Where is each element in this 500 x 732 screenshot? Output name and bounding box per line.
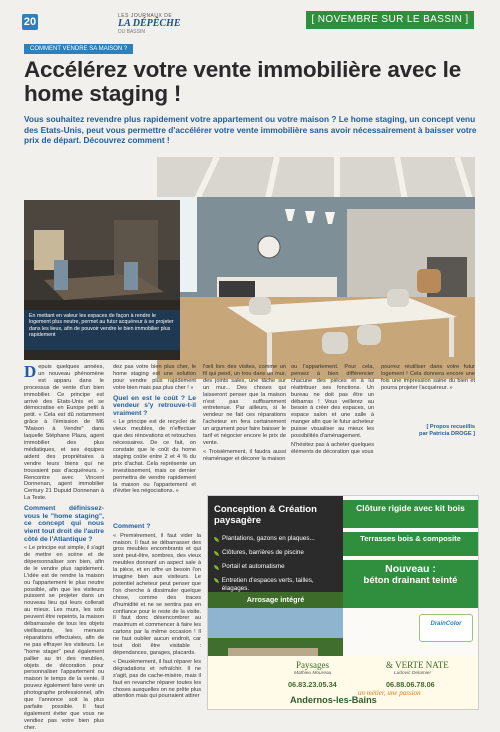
logo-top-text: LES JOURNAUX DE — [118, 13, 173, 19]
ad-brand-2: & VERTE NATE — [386, 660, 449, 670]
paragraph: « Le principe est de recycler de vieux meubles, de n'effectuer que des rénovations et retouches nécessaires. De ce fait, on constate que le coût du home staging coûte entre 2 et 4 % du prix d'achat. Cela représente un investissement, mais ce dernier permettra de vendre rapidement la maison ou l'appartement et d'éviter les négociations. » — [113, 419, 196, 495]
credit-name: par Patricia DROGE ] — [419, 431, 475, 437]
paragraph: l'œil lors des visites, comme un fil qui pend, un trou dans un mur, des joints sales, une tâche sur un mur... Des choses qui laisseront penser que la maison n'est pas suffisamment entretenue. Par ailleurs, si le vendeur ne fait ces réparations l'acheteur en fera certainement un argument pour faire baisser le tarif et négocier encore le prix de vente. — [203, 364, 286, 446]
article-tag: COMMENT VENDRE SA MAISON ? — [24, 44, 133, 54]
ad-person-2: Ludovic Delamier — [394, 671, 432, 676]
ad-new-product-box — [343, 560, 478, 608]
credit-label: [ Propos recueillis — [426, 424, 475, 430]
article-column-5 — [381, 364, 475, 420]
ad-phone-2: 06.88.06.78.06 — [386, 680, 435, 689]
article-title: Accélérez votre vente immobilière avec le home staging ! — [24, 57, 462, 106]
landscaping-advertisement — [207, 495, 479, 710]
ad-person-1: Mathieu Moureau — [294, 671, 332, 676]
page-number: 20 — [23, 16, 37, 28]
ad-service-item: Portail et automatisme — [214, 560, 338, 574]
ad-fence-box: Clôture rigide avec kit bois — [343, 500, 478, 528]
article-column-2-bottom — [113, 520, 201, 715]
section-banner: [ NOVEMBRE SUR LE BASSIN ] — [306, 11, 474, 29]
leaf-icon — [214, 551, 219, 556]
ad-irrigation-banner: Arrosage intégré — [208, 592, 343, 608]
ad-brand-1: Paysages — [296, 660, 329, 670]
article-lead: Vous souhaitez revendre plus rapidement votre appartement ou votre maison ? Le home staging, un concept venu des Etats-Unis, peut vous permettre d'accélérer votre vente immobilière sans avoir nécessairement à baisser votre prix de départ. Découvrez comment ! — [24, 114, 477, 145]
logo-subtitle: DU BASSIN — [118, 29, 145, 35]
ad-service-item: Clôtures, barrières de piscine — [214, 546, 338, 560]
ad-contact-strip — [208, 656, 478, 709]
leaf-icon — [214, 565, 219, 570]
paragraph: N'hésitez pas à acheter quelques éléments de décoration que vous — [291, 441, 374, 455]
ad-terrace-box: Terrasses bois & composite — [343, 532, 478, 556]
paragraph: « Le principe est simple, il s'agit de mettre en scène et de dépersonnaliser son bien, afin de le vendre plus rapidement. L'idée est de rendre la maison ou l'appartement le plus neutre possible, afin que les visiteurs puissent se projeter dans un nouveau lieu qui leurs collerait au mieux. Les murs, les sols peuvent être repeints, la maison débarrassée de tous les objets vieillissants, les menues réparations effectuées, afin de ne pas effrayer les visiteurs. Le "home stager" peut également pallier au tri des meubles, objets de décoration pour personnaliser l'appartement ou maison le temps de la vente. Il pouvez également faire venir un photographe professionnel, afin que l'annonce soit la plus parfaite possible. Il faut également éviter que vous ne vendiez pas votre bien plus cher. — [24, 545, 104, 731]
ad-slogan: un métier, une passion — [358, 689, 421, 697]
ad-new-label: Nouveau : — [385, 563, 436, 575]
interview-question: Comment définissez-vous le "home staging", ce concept qui nous vient tout droit de l'autre côté de l'Atlantique ? — [24, 505, 104, 543]
paragraph: « Troisièmement, il faudra aussi réaménager et décorer la maison — [203, 448, 286, 462]
interview-question: Quel en est le coût ? Le vendeur s'y retrouve-t-il vraiment ? — [113, 394, 196, 417]
photo-caption: En mettant en valeur les espaces de façon à rendre le logement plus neutre, permet au futur acquéreur à se projeter dans les lieux, afin de pouvoir vendre le bien immobilier plus rapidement — [24, 310, 180, 350]
drop-cap: D — [24, 362, 37, 381]
paragraph: ou l'appartement. Pour cela, pensez à bien différencier chacune des pièces et à lui réattribuer ses fonctions. Un bureau ne doit pas être un débarras ! Vous veillerez au besoin à créer des espaces, un espace salon et une salle à manger afin que le futur acheteur puisse visualiser au mieux les possibilités d'aménagement. — [291, 364, 374, 440]
newspaper-logo: LA DÉPÊCHE — [118, 18, 181, 29]
paragraph — [24, 364, 104, 502]
ad-service-list — [214, 532, 338, 593]
article-column-2 — [113, 364, 196, 524]
paragraph: « Premièrement, il faut vider la maison. Il faut se débarrasser des gros meubles encombrants et qui sont peut-être, sombres, des vieux meubles donnant un aspect sale à la pièce, et en offre un besoin l'on imagine bien aux visiteurs. Le potentiel acheteur peut penser que l'on cherche à dissimuler quelque chose, comme des traces d'humidité et ne se sentira pas en confiance pour le reste de la visite. Il faut donc désencombrer au maximum et commencer à faire les cartons par la même occasion ! Il ne faut oublier aucun endroit, car tout doit être visitable : dépendances, garages, placards. — [113, 532, 201, 656]
article-credit — [380, 424, 475, 438]
ad-new-product: béton drainant teinté — [363, 575, 458, 586]
dining-room-photo — [157, 157, 475, 379]
leaf-icon — [214, 578, 219, 583]
ad-service-item: Plantations, gazons en plaques... — [214, 532, 338, 546]
ad-service-item: Entretien d'espaces verts, tailles, élagages. — [214, 574, 338, 593]
paragraph-text: epuis quelques années, un nouveau phénomène est apparu dans le processus de vente d'un bien immobilier. Ce principe est arrivé des Etats-Unis et se démocratise en Europe petit à petit. « Cela est dû notamment grâce à l'émission de M6 "Maison à Vendre" dans laquelle Stéphane Plaza, agent immobilier des plus médiatiques, et ses équipes aident des propriétaires à vendre leurs biens qui ne trouvaient pas d'acquéreurs. » Rencontre avec Vincent Donnenan, agent immobilier Century 21 Dupuid Donnenan à La Teste. — [24, 364, 104, 502]
drain-color-logo: DrainColor — [419, 614, 473, 642]
ad-title: Conception & Création paysagère — [214, 504, 317, 526]
interview-question: Comment ? — [113, 523, 151, 530]
leaf-icon — [214, 537, 219, 542]
ad-town: Andernos-les-Bains — [290, 695, 377, 705]
paragraph: pourrez réutiliser dans votre futur logement ! Cela donnera encore une fois une impression saine du bien et pourra projeter l'acquéreur. » — [381, 364, 475, 391]
paragraph: « Deuxièmement, il faut réparer les dégradations et refraîchir. Il ne s'agit, pas de cache-misère, mais il faut en revanche réparer toutes les choses auxquelles on ne prête plus attention mais qui pourraient attirer — [113, 658, 201, 700]
paragraph: dez pas votre bien plus cher, le home staging est une solution pour vendre plus rapidement votre bien mais pas plus cher ! » — [113, 364, 196, 391]
article-column-1 — [24, 362, 104, 731]
ad-phone-1: 06.83.23.05.34 — [288, 680, 337, 689]
